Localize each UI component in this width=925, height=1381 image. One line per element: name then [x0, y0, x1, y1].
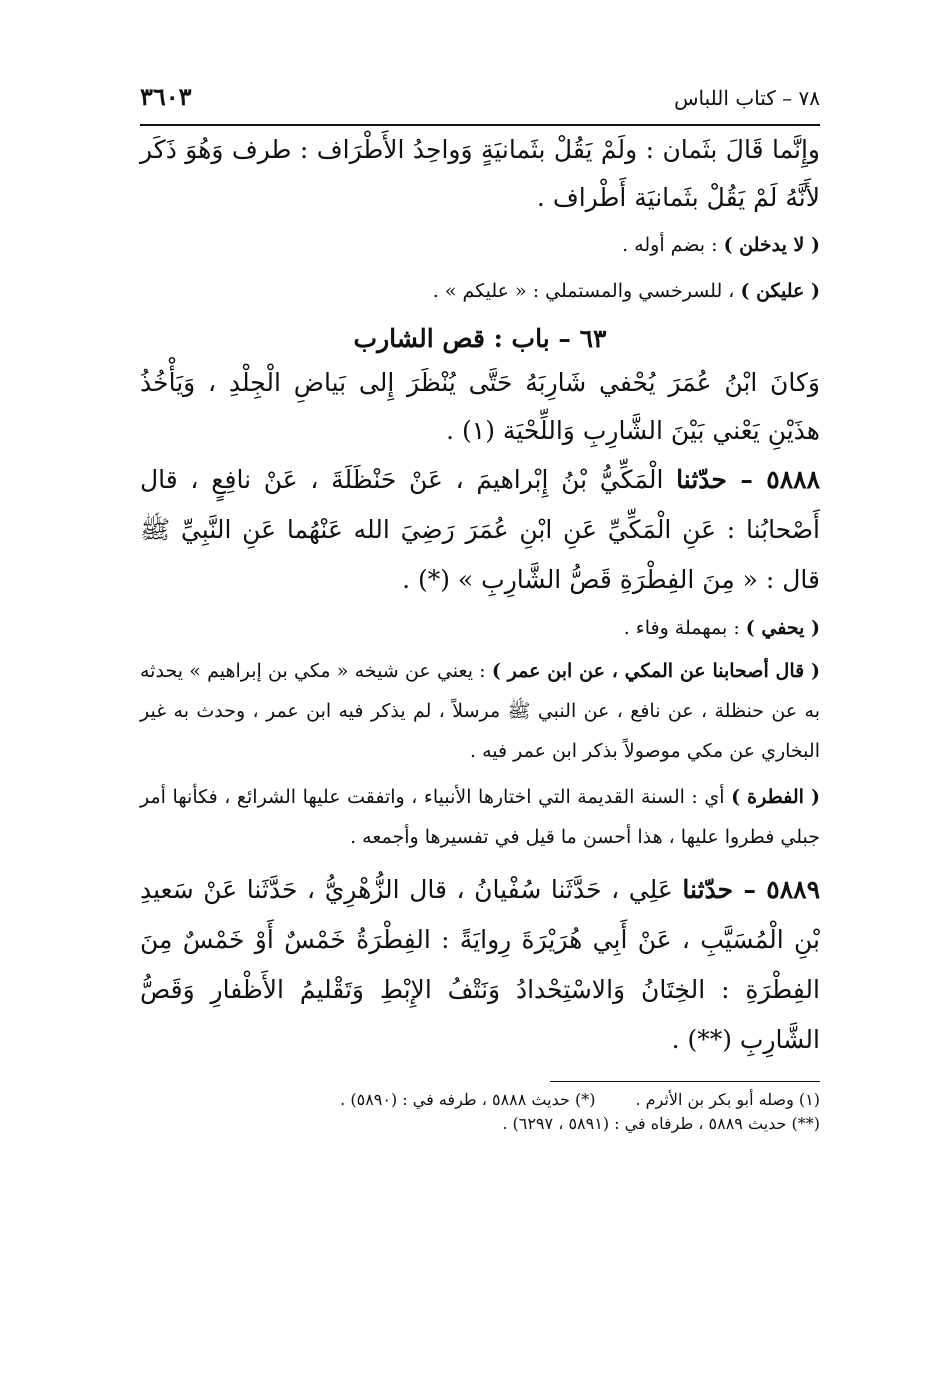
footnote-rule [550, 1081, 820, 1082]
note-term: ( لا يدخلن ) [723, 234, 820, 256]
intro-text: وإِنَّما قَالَ بثَمان : ولَمْ يَقُلْ بثَمانيَةٍ وَواحِدُ الأَطْرَاف : طرف وَهُوَ ذَكَر لأَنَّهُ لَمْ يَقُلْ بثَمانيَة أَطْراف . [140, 135, 820, 212]
commentary-body: : يعني عن شيخه « مكي بن إبراهيم » يحدثه به عن حنظلة ، عن نافع ، عن النبي ﷺ مرسلاً ، لم يذكر فيه ابن عمر ، وحدث به غير البخاري عن مكي موصولاً بذكر ابن عمر فيه . [140, 660, 821, 762]
note-term: ( يحفي ) [745, 617, 820, 639]
commentary-term: ( قال أصحابنا عن المكي ، عن ابن عمر ) [491, 660, 820, 682]
section-heading: ٦٣ – باب : قص الشارب [353, 324, 607, 353]
note-term: ( عليكن ) [740, 280, 820, 302]
book-page [140, 80, 820, 1136]
note-alaykunna [140, 268, 820, 314]
note-la-yadkhulna [140, 222, 820, 268]
note-body: ، للسرخسي والمستملي : « عليكم » . [432, 280, 741, 302]
note-body: : بمهملة وفاء . [623, 617, 746, 639]
page-number: ٣٦٠٣ [140, 82, 192, 111]
page-header [140, 80, 820, 120]
hadith-5889 [140, 865, 820, 1065]
athar-text: وَكانَ ابْنُ عُمَرَ يُحْفي شَارِبَهُ حَتَّى يُنْظَرَ إِلى بَياضِ الْجِلْدِ ، وَيَأْخُذُ هذَيْنِ يَعْني بَيْنَ الشَّارِبِ وَاللِّحْيَة (١) . [140, 368, 820, 445]
footnote-line [140, 1088, 820, 1112]
footnote-star: (*) حديث ٥٨٨٨ ، طرفه في : (٥٨٩٠) . [340, 1090, 596, 1109]
commentary-body: أي : السنة القديمة التي اختارها الأنبياء ، واتفقت عليها الشرائع ، فكأنها أمر جبلي فطروا عليها ، هذا أحسن ما قيل في تفسيرها وأجمعه . [140, 786, 820, 848]
hadith-5888 [140, 455, 820, 605]
hadith-body: الْمَكِّيُّ بْنُ إِبْراهيمَ ، عَنْ حَنْظَلَةَ ، عَنْ نافِعٍ ، قال أَصْحابُنا : عَنِ الْمَكِّيِّ عَنِ ابْنِ عُمَرَ رَضِيَ الله عَنْهُما عَنِ النَّبِيِّ ﷺ قال : « مِنَ الفِطْرَةِ قَصُّ الشَّارِبِ » (*) . [140, 465, 820, 594]
note-body: : بضم أوله . [622, 234, 724, 256]
footnote-1: (١) وصله أبو بكر بن الأثرم . [635, 1090, 820, 1109]
footnotes [140, 1088, 820, 1136]
commentary-ashabuna [140, 651, 820, 771]
hadith-number: ٥٨٨٩ – حدّثنا [682, 875, 820, 904]
chapter-title: ٧٨ – كتاب اللباس [674, 86, 820, 110]
hadith-body: عَلِي ، حَدَّثَنا سُفْيانُ ، قال الزُّهْرِيُّ ، حَدَّثَنا عَنْ سَعيدِ بْنِ الْمُسَيَّبِ ، عَنْ أَبِي هُرَيْرَةَ رِوايَةً : الفِطْرَةُ خَمْسٌ أَوْ خَمْسٌ مِنَ الفِطْرَةِ : الخِتَانُ وَالاسْتِحْدادُ وَنَتْفُ الإِبْطِ وَتَقْليمُ الأَظْفارِ وَقَصُّ الشَّارِبِ (**) . [140, 875, 820, 1054]
commentary-term: ( الفطرة ) [731, 786, 820, 808]
commentary-fitra [140, 777, 820, 857]
note-yuhfi [140, 605, 820, 651]
hadith-number: ٥٨٨٨ – حدّثنا [676, 465, 820, 494]
footnote-double-star: (**) حديث ٥٨٨٩ ، طرفاه في : (٥٨٩١ ، ٦٢٩٧) . [502, 1114, 820, 1133]
